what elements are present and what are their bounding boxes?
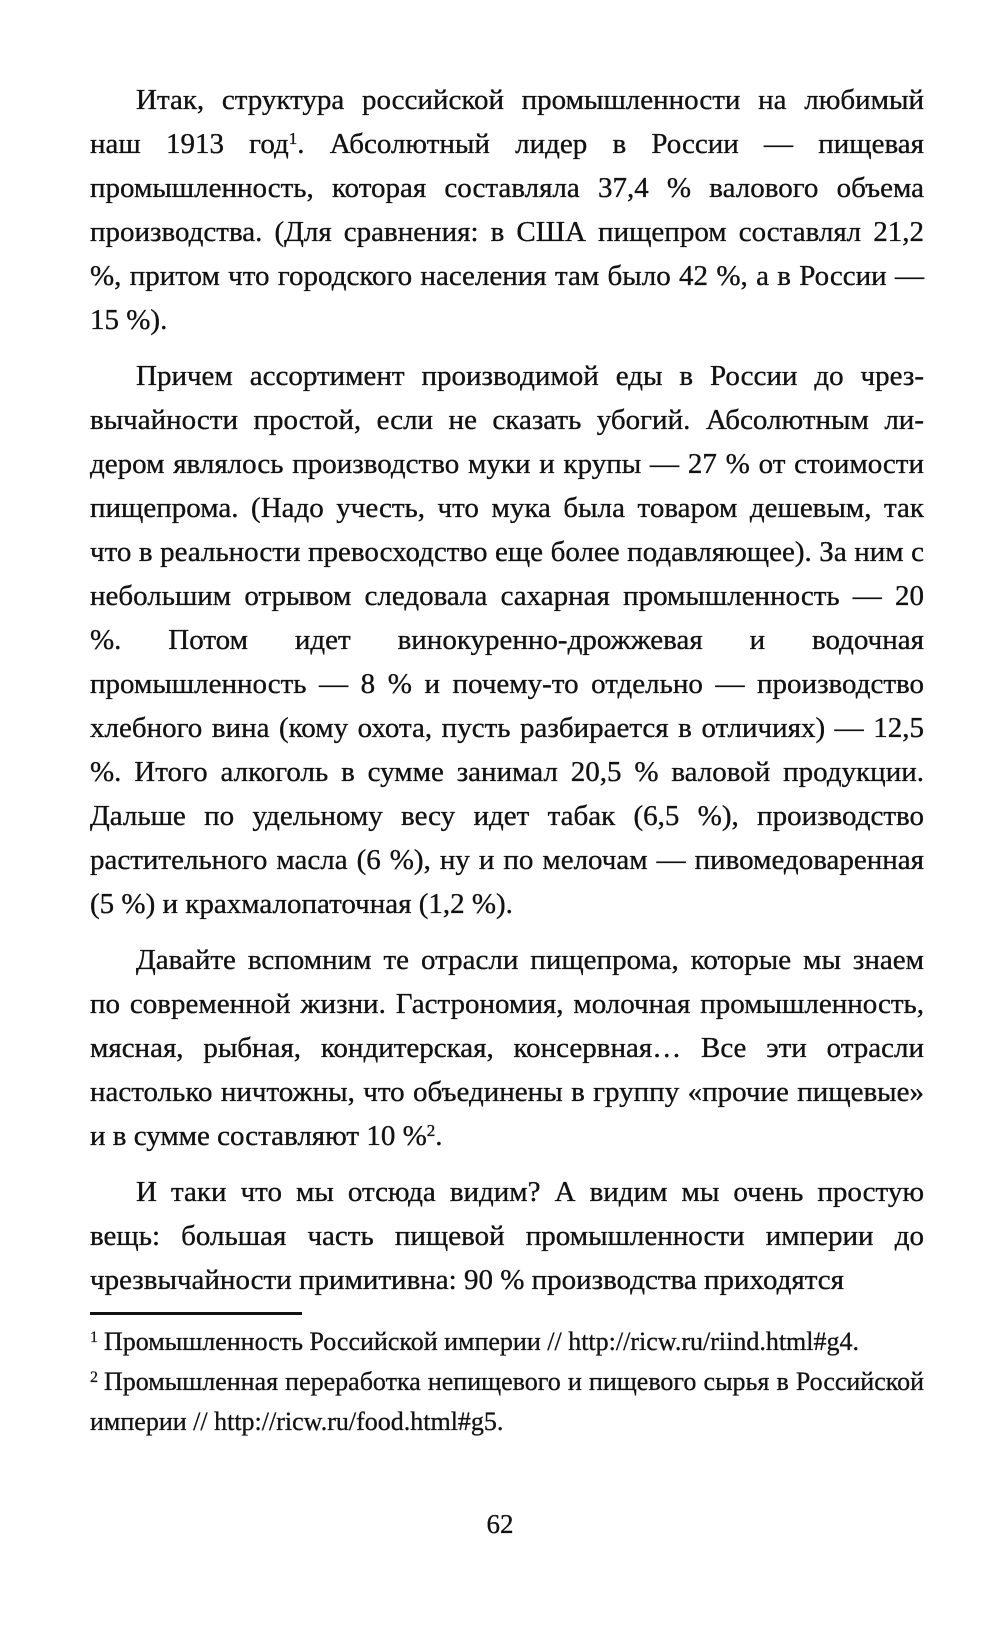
paragraph-1-text-end: . Абсолютный лидер в России — пищевая промышленность, которая составляла 37,4 % валового объема производства. (Для сравнения: в США пищепром составлял 21,2 %, притом что городского населения там было 42 %, а в России — 15 %).	[90, 128, 924, 336]
paragraph-3-text-end: .	[435, 1120, 443, 1152]
footnotes	[90, 1322, 924, 1442]
footnote-ref-2[interactable]: 2	[426, 1121, 436, 1140]
footnote-1-text[interactable]: Промышленность Российской империи // http://ricw.ru/riind.html#g4.	[104, 1327, 859, 1356]
footnote-1	[90, 1322, 924, 1362]
footnote-divider	[90, 1312, 302, 1315]
footnote-ref-1[interactable]: 1	[288, 129, 298, 148]
footnote-1-mark: 1	[90, 1329, 98, 1346]
page-body	[90, 78, 924, 1314]
footnote-2-text[interactable]: Промышленная переработка непищевого и пищевого сырья в Российской империи // http://ricw.ru/food.html#g5.	[90, 1367, 924, 1436]
paragraph-1-text-start: Итак, структура российской промышленности на любимый наш 1913 год	[90, 84, 924, 160]
footnote-2-mark: 2	[90, 1369, 98, 1386]
paragraph-1	[90, 78, 924, 342]
footnote-2	[90, 1362, 924, 1442]
paragraph-4: И таки что мы отсюда видим? А видим мы очень простую вещь: большая часть пищевой промышленности империи до чрезвычайности примитивна: 90 % производства приходятся	[90, 1176, 924, 1296]
paragraph-3	[90, 938, 924, 1158]
page-number: 62	[486, 1509, 514, 1539]
paragraph-2: Причем ассортимент производимой еды в России до чрезвычайности простой, если не сказать убогий. Абсолютным лидером являлось производство муки и крупы — 27 % от стоимости пищепрома. (Надо учесть, что мука была товаром дешевым, так что в реальности превосходство еще более подавляющее). За ним с небольшим отрывом следовала сахарная промышленность — 20 %. Потом идет винокуренно-дрожжевая и водочная промышленность — 8 % и почему-то отдельно — производство хлебного вина (кому охота, пусть разбирается в отличиях) — 12,5 %. Итого алкоголь в сумме занимал 20,5 % валовой продукции. Дальше по удельному весу идет табак (6,5 %), производство растительного масла (6 %), ну и по мелочам — пивомедоваренная (5 %) и крахмалопаточная (1,2 %).	[90, 360, 924, 920]
paragraph-3-text-start: Давайте вспомним те отрасли пищепрома, которые мы знаем по современной жизни. Гастрономия, молочная промышленность, мясная, рыбная, кондитерская, консервная… Все эти отрасли настолько ничтожны, что объединены в группу «прочие пищевые» и в сумме составляют 10 %	[90, 944, 924, 1152]
